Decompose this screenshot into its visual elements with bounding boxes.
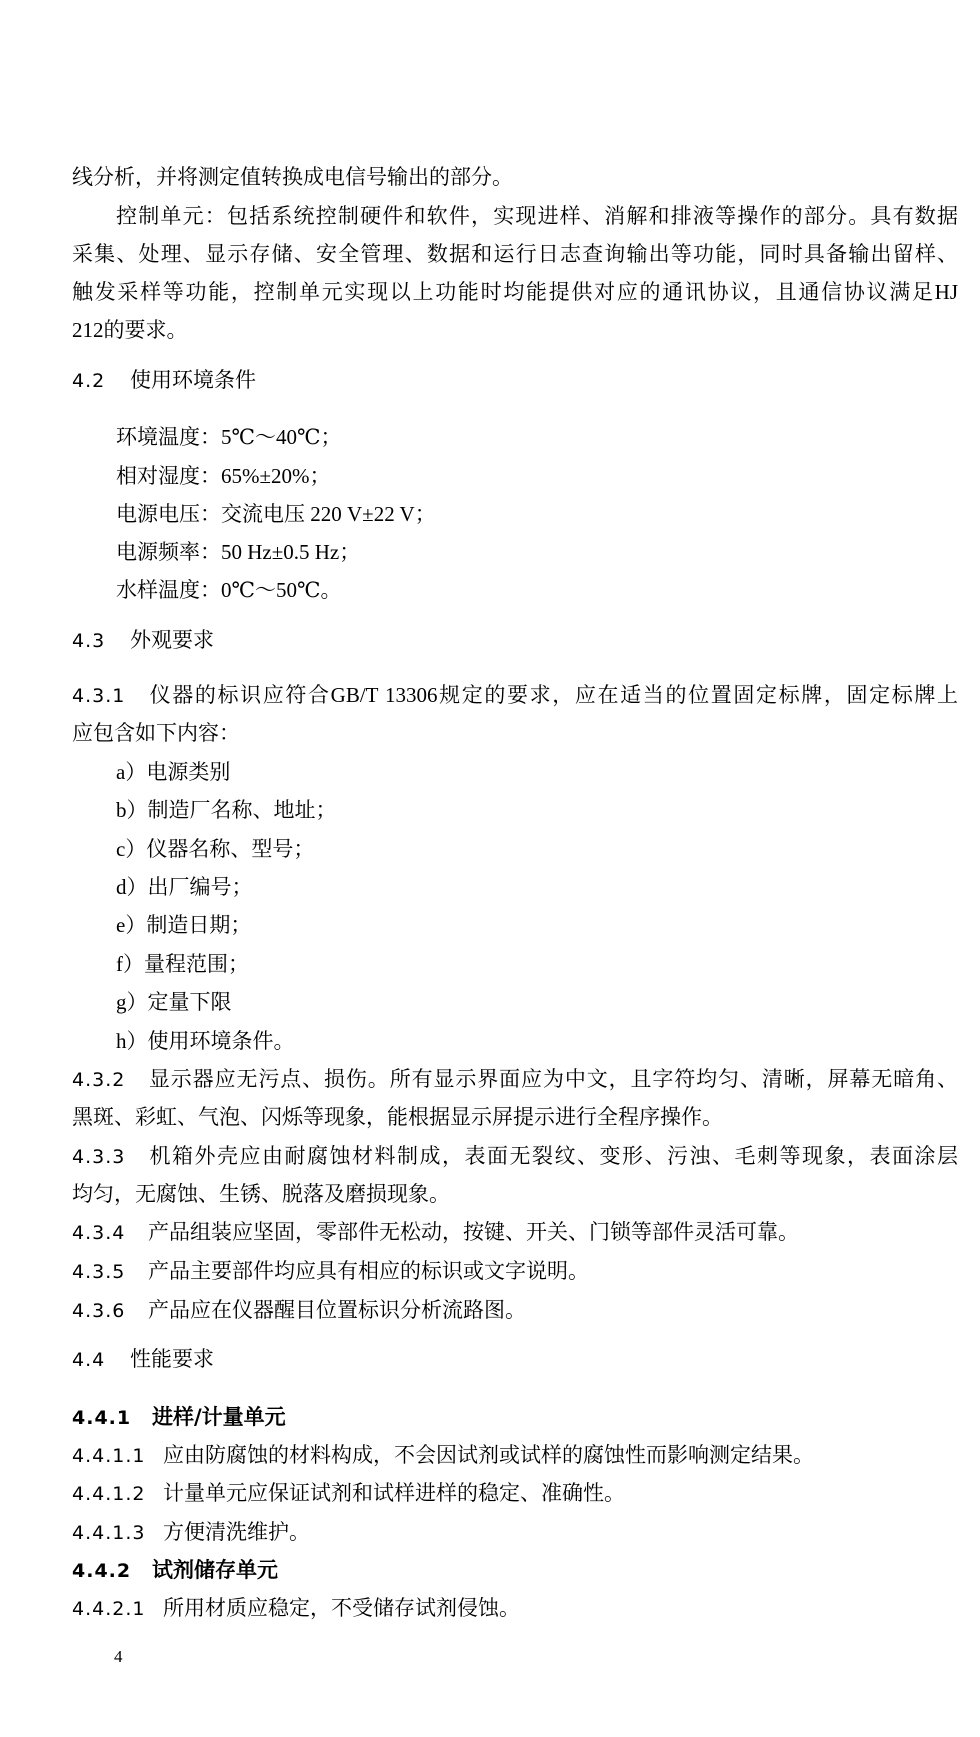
clause-text: 产品应在仪器醒目位置标识分析流路图。 bbox=[148, 1298, 526, 1322]
condition-supply-frequency: 电源频率：50 Hz±0.5 Hz； bbox=[116, 540, 361, 564]
nameplate-item-c: c）仪器名称、型号； bbox=[116, 837, 315, 861]
clause-4-3-5 bbox=[72, 1256, 958, 1286]
clause-number: 4.3.3 bbox=[72, 1146, 126, 1168]
clause-4-4-1-3 bbox=[72, 1517, 958, 1547]
clause-4-3-1-line-2: 应包含如下内容： bbox=[72, 721, 240, 745]
section-title: 外观要求 bbox=[130, 628, 214, 652]
clause-number: 4.3.5 bbox=[72, 1261, 126, 1283]
condition-relative-humidity: 相对湿度：65%±20%； bbox=[116, 464, 331, 488]
section-title: 使用环境条件 bbox=[130, 368, 256, 392]
clause-4-3-1-line-1 bbox=[72, 680, 958, 710]
clause-4-4-1-1 bbox=[72, 1440, 958, 1470]
condition-supply-voltage: 电源电压：交流电压 220 V±22 V； bbox=[116, 502, 436, 526]
clause-number: 4.3.4 bbox=[72, 1222, 126, 1244]
subsection-heading-4-4-2 bbox=[72, 1555, 958, 1585]
clause-4-3-3-line-2: 均匀，无腐蚀、生锈、脱落及磨损现象。 bbox=[72, 1182, 450, 1206]
subsection-title: 试剂储存单元 bbox=[152, 1558, 278, 1582]
clause-number: 4.4.1.3 bbox=[72, 1522, 146, 1544]
clause-4-3-2-line-2: 黑斑、彩虹、气泡、闪烁等现象，能根据显示屏提示进行全程序操作。 bbox=[72, 1105, 723, 1129]
subsection-title: 进样/计量单元 bbox=[152, 1405, 286, 1429]
control-unit-line-4: 212的要求。 bbox=[72, 318, 188, 342]
clause-number: 4.3.6 bbox=[72, 1300, 126, 1322]
condition-sample-temperature: 水样温度：0℃～50℃。 bbox=[116, 578, 342, 602]
clause-4-4-2-1 bbox=[72, 1593, 958, 1623]
section-heading-4-3 bbox=[72, 625, 958, 655]
clause-number: 4.4.1.1 bbox=[72, 1445, 146, 1467]
subsection-number: 4.4.1 bbox=[72, 1407, 132, 1429]
control-unit-line-2: 采集、处理、显示存储、安全管理、数据和运行日志查询输出等功能，同时具备输出留样、 bbox=[72, 242, 958, 266]
nameplate-item-e: e）制造日期； bbox=[116, 913, 252, 937]
nameplate-item-d: d）出厂编号； bbox=[116, 875, 253, 899]
section-heading-4-2 bbox=[72, 365, 958, 395]
clause-number: 4.3.2 bbox=[72, 1069, 126, 1091]
clause-text: 显示器应无污点、损伤。所有显示界面应为中文，且字符均匀、清晰，屏幕无暗角、 bbox=[148, 1067, 958, 1091]
clause-number: 4.3.1 bbox=[72, 685, 126, 707]
clause-text: 所用材质应稳定，不受储存试剂侵蚀。 bbox=[163, 1596, 520, 1620]
clause-4-3-3-line-1 bbox=[72, 1141, 958, 1171]
nameplate-item-f: f）量程范围； bbox=[116, 952, 249, 976]
clause-4-3-2-line-1 bbox=[72, 1064, 958, 1094]
intro-line: 线分析，并将测定值转换成电信号输出的部分。 bbox=[72, 165, 513, 189]
clause-4-3-4 bbox=[72, 1217, 958, 1247]
clause-text: 机箱外壳应由耐腐蚀材料制成，表面无裂纹、变形、污浊、毛刺等现象，表面涂层 bbox=[148, 1144, 958, 1168]
subsection-heading-4-4-1 bbox=[72, 1402, 958, 1432]
control-unit-line-3: 触发采样等功能，控制单元实现以上功能时均能提供对应的通讯协议，且通信协议满足HJ bbox=[72, 280, 958, 304]
subsection-number: 4.4.2 bbox=[72, 1560, 132, 1582]
nameplate-item-g: g）定量下限 bbox=[116, 990, 232, 1014]
section-heading-4-4 bbox=[72, 1344, 958, 1374]
clause-text: 产品组装应坚固，零部件无松动，按键、开关、门锁等部件灵活可靠。 bbox=[148, 1220, 799, 1244]
clause-text: 应由防腐蚀的材料构成，不会因试剂或试样的腐蚀性而影响测定结果。 bbox=[163, 1443, 814, 1467]
condition-ambient-temperature: 环境温度：5℃～40℃； bbox=[116, 425, 342, 449]
nameplate-item-b: b）制造厂名称、地址； bbox=[116, 798, 337, 822]
page-number: 4 bbox=[114, 1647, 123, 1666]
clause-number: 4.4.2.1 bbox=[72, 1598, 146, 1620]
section-number: 4.4 bbox=[72, 1349, 106, 1371]
clause-number: 4.4.1.2 bbox=[72, 1483, 146, 1505]
nameplate-item-h: h）使用环境条件。 bbox=[116, 1029, 295, 1053]
clause-text: 计量单元应保证试剂和试样进样的稳定、准确性。 bbox=[163, 1481, 625, 1505]
clause-4-3-6 bbox=[72, 1295, 958, 1325]
clause-text: 仪器的标识应符合GB/T 13306规定的要求，应在适当的位置固定标牌，固定标牌上 bbox=[148, 683, 958, 707]
clause-text: 产品主要部件均应具有相应的标识或文字说明。 bbox=[148, 1259, 589, 1283]
control-unit-line-1: 控制单元：包括系统控制硬件和软件，实现进样、消解和排液等操作的部分。具有数据 bbox=[116, 204, 958, 228]
section-number: 4.3 bbox=[72, 630, 106, 652]
section-number: 4.2 bbox=[72, 370, 106, 392]
clause-4-4-1-2 bbox=[72, 1478, 958, 1508]
nameplate-item-a: a）电源类别 bbox=[116, 760, 231, 784]
section-title: 性能要求 bbox=[130, 1347, 214, 1371]
clause-text: 方便清洗维护。 bbox=[163, 1520, 310, 1544]
